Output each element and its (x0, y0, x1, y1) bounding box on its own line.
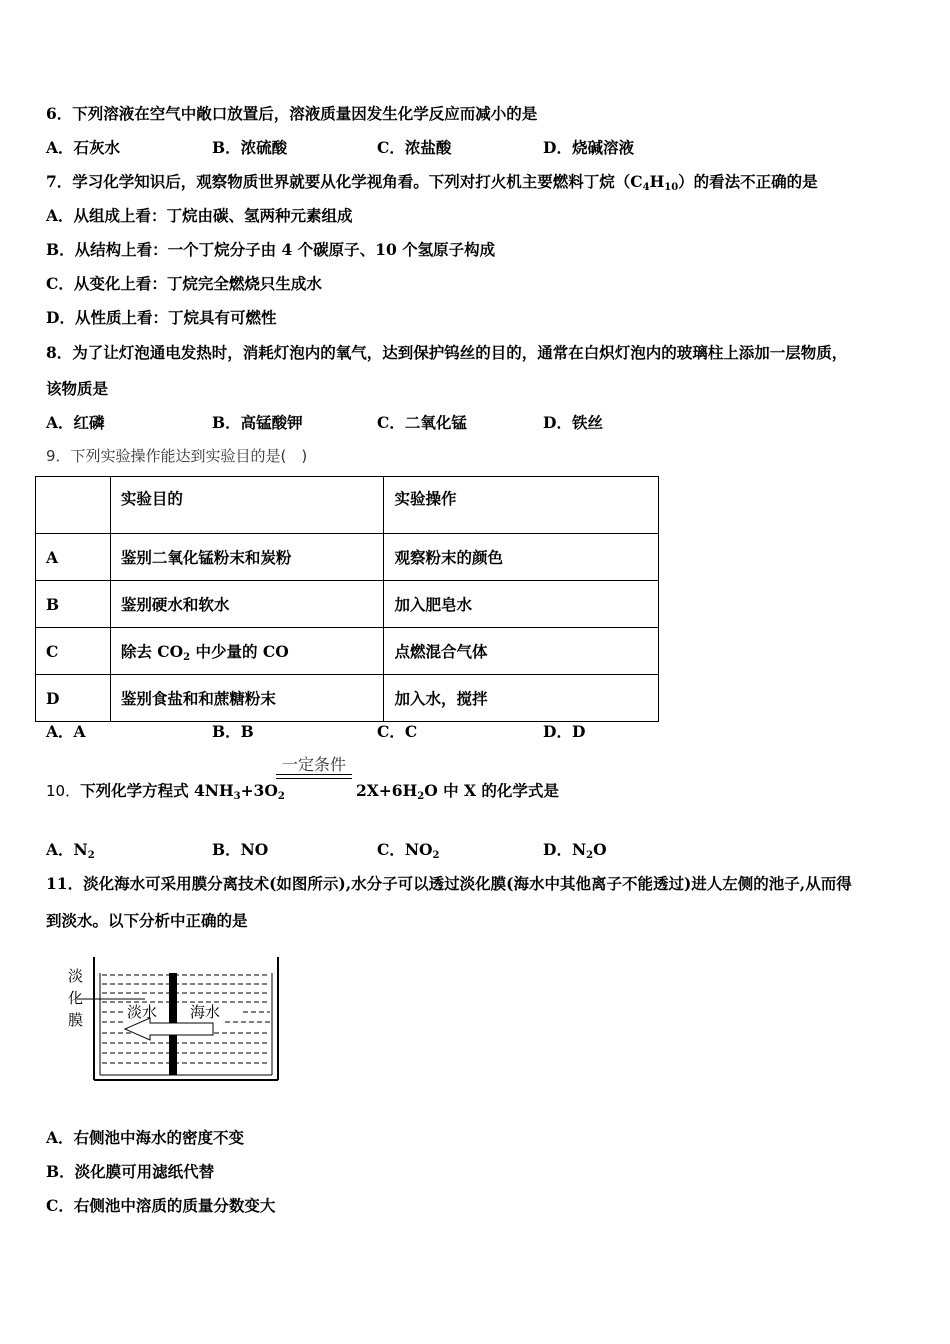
q11-stem-line2: 到淡水。以下分析中正确的是 (46, 911, 248, 930)
row-label: D (36, 675, 111, 722)
q9-option-b: B．B (212, 722, 254, 741)
q9-table (35, 476, 659, 722)
q6-option-c: C．浓盐酸 (377, 138, 452, 157)
q6-stem: 6．下列溶液在空气中敞口放置后，溶液质量因发生化学反应而减小的是 (46, 104, 538, 123)
row-purpose: 鉴别二氧化锰粉末和炭粉 (110, 534, 384, 581)
table-header-row (36, 477, 659, 534)
table-row (36, 628, 659, 675)
table-row (36, 581, 659, 628)
q10-option-c: C．$NO_2$ (377, 840, 440, 861)
q8-option-a: A．红磷 (46, 413, 105, 432)
row-label: B (36, 581, 111, 628)
q9-option-a: A．A (46, 722, 86, 741)
table-header-purpose: 实验目的 (110, 477, 384, 534)
q9-stem: 9．下列实验操作能达到实验目的是( ) (46, 447, 308, 465)
q7-option-d: D．从性质上看：丁烷具有可燃性 (46, 308, 277, 327)
q8-option-b: B．高锰酸钾 (212, 413, 303, 432)
membrane-label-3: 膜 (68, 1011, 84, 1029)
q9-option-c: C．C (377, 722, 418, 741)
fresh-water-label: 淡水 (127, 1003, 158, 1021)
membrane-label-1: 淡 (68, 967, 84, 985)
q10-stem-right: $2X+6H_2O$ 中 X 的化学式是 (356, 781, 559, 802)
q10-option-a: A．$N_2$ (46, 840, 95, 861)
q8-option-d: D．铁丝 (543, 413, 603, 432)
row-label: A (36, 534, 111, 581)
q8-stem-line1: 8．为了让灯泡通电发热时，消耗灯泡内的氧气，达到保护钨丝的目的，通常在白炽灯泡内的玻璃柱上添加一层物质， (46, 343, 848, 362)
table-header-label (36, 477, 111, 534)
sea-water-label: 海水 (190, 1003, 221, 1021)
row-purpose: 鉴别硬水和软水 (110, 581, 384, 628)
desalination-figure (55, 955, 285, 1085)
q9-option-d: D．D (543, 722, 586, 741)
q6-option-a: A．石灰水 (46, 138, 121, 157)
row-label: C (36, 628, 111, 675)
q8-option-c: C．二氧化锰 (377, 413, 467, 432)
q8-stem-line2: 该物质是 (46, 379, 109, 398)
q7-stem: 7．学习化学知识后，观察物质世界就要从化学视角看。下列对打火机主要燃料丁烷$(C_4H_{10})$的看法不正确的是 (46, 172, 818, 193)
table-row (36, 534, 659, 581)
row-operation: 加入水，搅拌 (384, 675, 659, 722)
row-purpose: 除去 $CO_2$ 中少量的 CO (110, 628, 384, 675)
row-operation: 点燃混合气体 (384, 628, 659, 675)
equation-bar (276, 774, 352, 775)
q7-option-c: C．从变化上看：丁烷完全燃烧只生成水 (46, 274, 322, 293)
equation-bar (276, 778, 352, 779)
row-operation: 加入肥皂水 (384, 581, 659, 628)
table-header-operation: 实验操作 (384, 477, 659, 534)
row-purpose: 鉴别食盐和和蔗糖粉末 (110, 675, 384, 722)
row-operation: 观察粉末的颜色 (384, 534, 659, 581)
table-row (36, 675, 659, 722)
q7-option-b: B．从结构上看：一个丁烷分子由 4 个碳原子、10 个氢原子构成 (46, 240, 496, 259)
membrane-label-2: 化 (68, 989, 84, 1007)
reaction-condition: 一定条件 (281, 755, 346, 774)
q11-option-a: A．右侧池中海水的密度不变 (46, 1128, 245, 1147)
q10-option-d: D．$N_2O$ (543, 840, 607, 861)
q11-option-b: B．淡化膜可用滤纸代替 (46, 1162, 215, 1181)
q10-stem-left: 10．下列化学方程式 $4NH_3+3O_2$ (46, 781, 285, 802)
q6-option-b: B．浓硫酸 (212, 138, 288, 157)
q11-option-c: C．右侧池中溶质的质量分数变大 (46, 1196, 276, 1215)
q10-option-b: B．NO (212, 840, 269, 859)
q7-option-a: A．从组成上看：丁烷由碳、氢两种元素组成 (46, 206, 353, 225)
q6-option-d: D．烧碱溶液 (543, 138, 634, 157)
q11-stem-line1: 11．淡化海水可采用膜分离技术(如图所示),水分子可以透过淡化膜(海水中其他离子不能透过)进人左侧的池子,从而得 (46, 874, 852, 893)
